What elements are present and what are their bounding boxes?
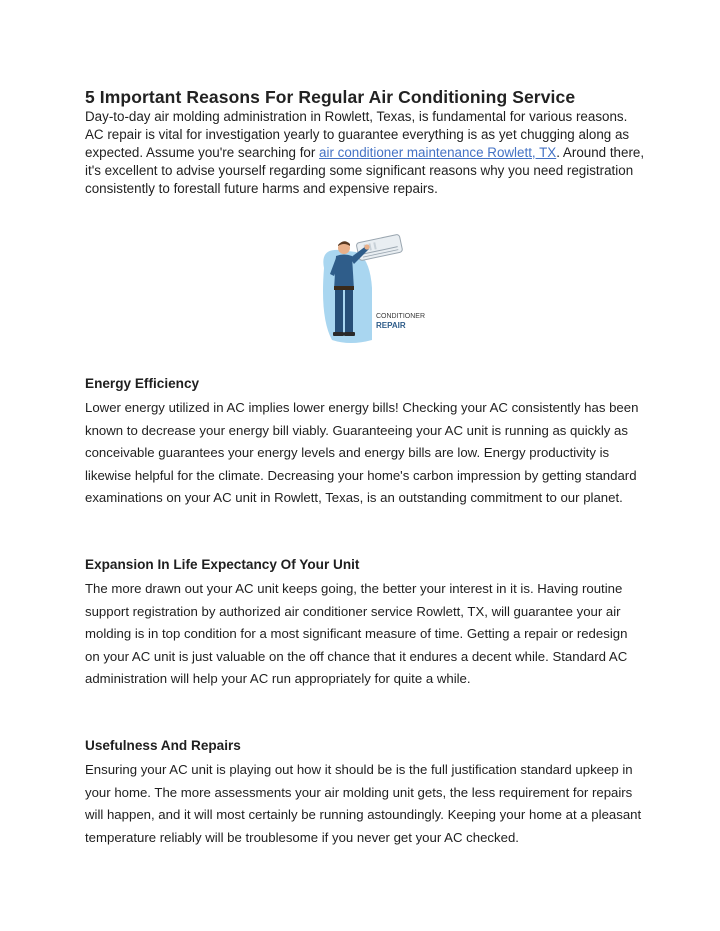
- logo-line-2: REPAIR: [376, 321, 406, 330]
- intro-text-before-link: Day-to-day air molding administration in Rowlett, Texas, is fundamental for various reasons. AC repair is vital for investigation yearly to guarantee everything is as yet chugging along as expected. Assume you're searching for: [85, 109, 630, 160]
- intro-paragraph: [85, 108, 645, 198]
- ac-maintenance-link[interactable]: air conditioner maintenance Rowlett, TX: [319, 145, 557, 160]
- section-heading: Energy Efficiency: [85, 376, 200, 391]
- section-life-expectancy: [85, 556, 645, 691]
- section-body: Ensuring your AC unit is playing out how it should be is the full justification standard upkeep in your home. The more assessments your air molding unit gets, the less requirement for repairs will happen, and it will most certainly be running astoundingly. Keeping your home at a pleasant temperature reliably will be troublesome if you never get your AC checked.: [85, 762, 642, 845]
- section-heading: Usefulness And Repairs: [85, 738, 241, 753]
- article-title: 5 Important Reasons For Regular Air Conditioning Service: [85, 87, 576, 107]
- section-heading: Expansion In Life Expectancy Of Your Unit: [85, 557, 360, 572]
- section-body: Lower energy utilized in AC implies lower energy bills! Checking your AC consistently has been known to decrease your energy bill viably. Guaranteeing your AC unit is running as quickly as conceivable guarantees your energy levels and energy bills are low. Energy productivity is likewise helpful for the climate. Decreasing your home's carbon impression by getting standard examinations on your AC unit in Rowlett, Texas, is an outstanding commitment to our planet.: [85, 400, 639, 506]
- logo-line-1: CONDITIONER: [376, 313, 425, 320]
- section-energy-efficiency: [85, 375, 645, 510]
- section-usefulness-repairs: [85, 737, 645, 849]
- technician-illustration: [310, 228, 425, 348]
- intro-text-after-link: . Around there, it's excellent to advise yourself regarding some significant reasons why you need registration consistently to forestall future harms and expensive repairs.: [85, 145, 645, 196]
- air-conditioner-unit-icon: [356, 234, 403, 261]
- section-body: The more drawn out your AC unit keeps going, the better your interest in it is. Having routine support registration by authorized air conditioner service Rowlett, TX, will guarantee your air molding is in top condition for a most significant measure of time. Getting a repair or redesign on your AC unit is just valuable on the off chance that it endures a decent while. Standard AC administration will help your AC run appropriately for quite a while.: [85, 581, 628, 687]
